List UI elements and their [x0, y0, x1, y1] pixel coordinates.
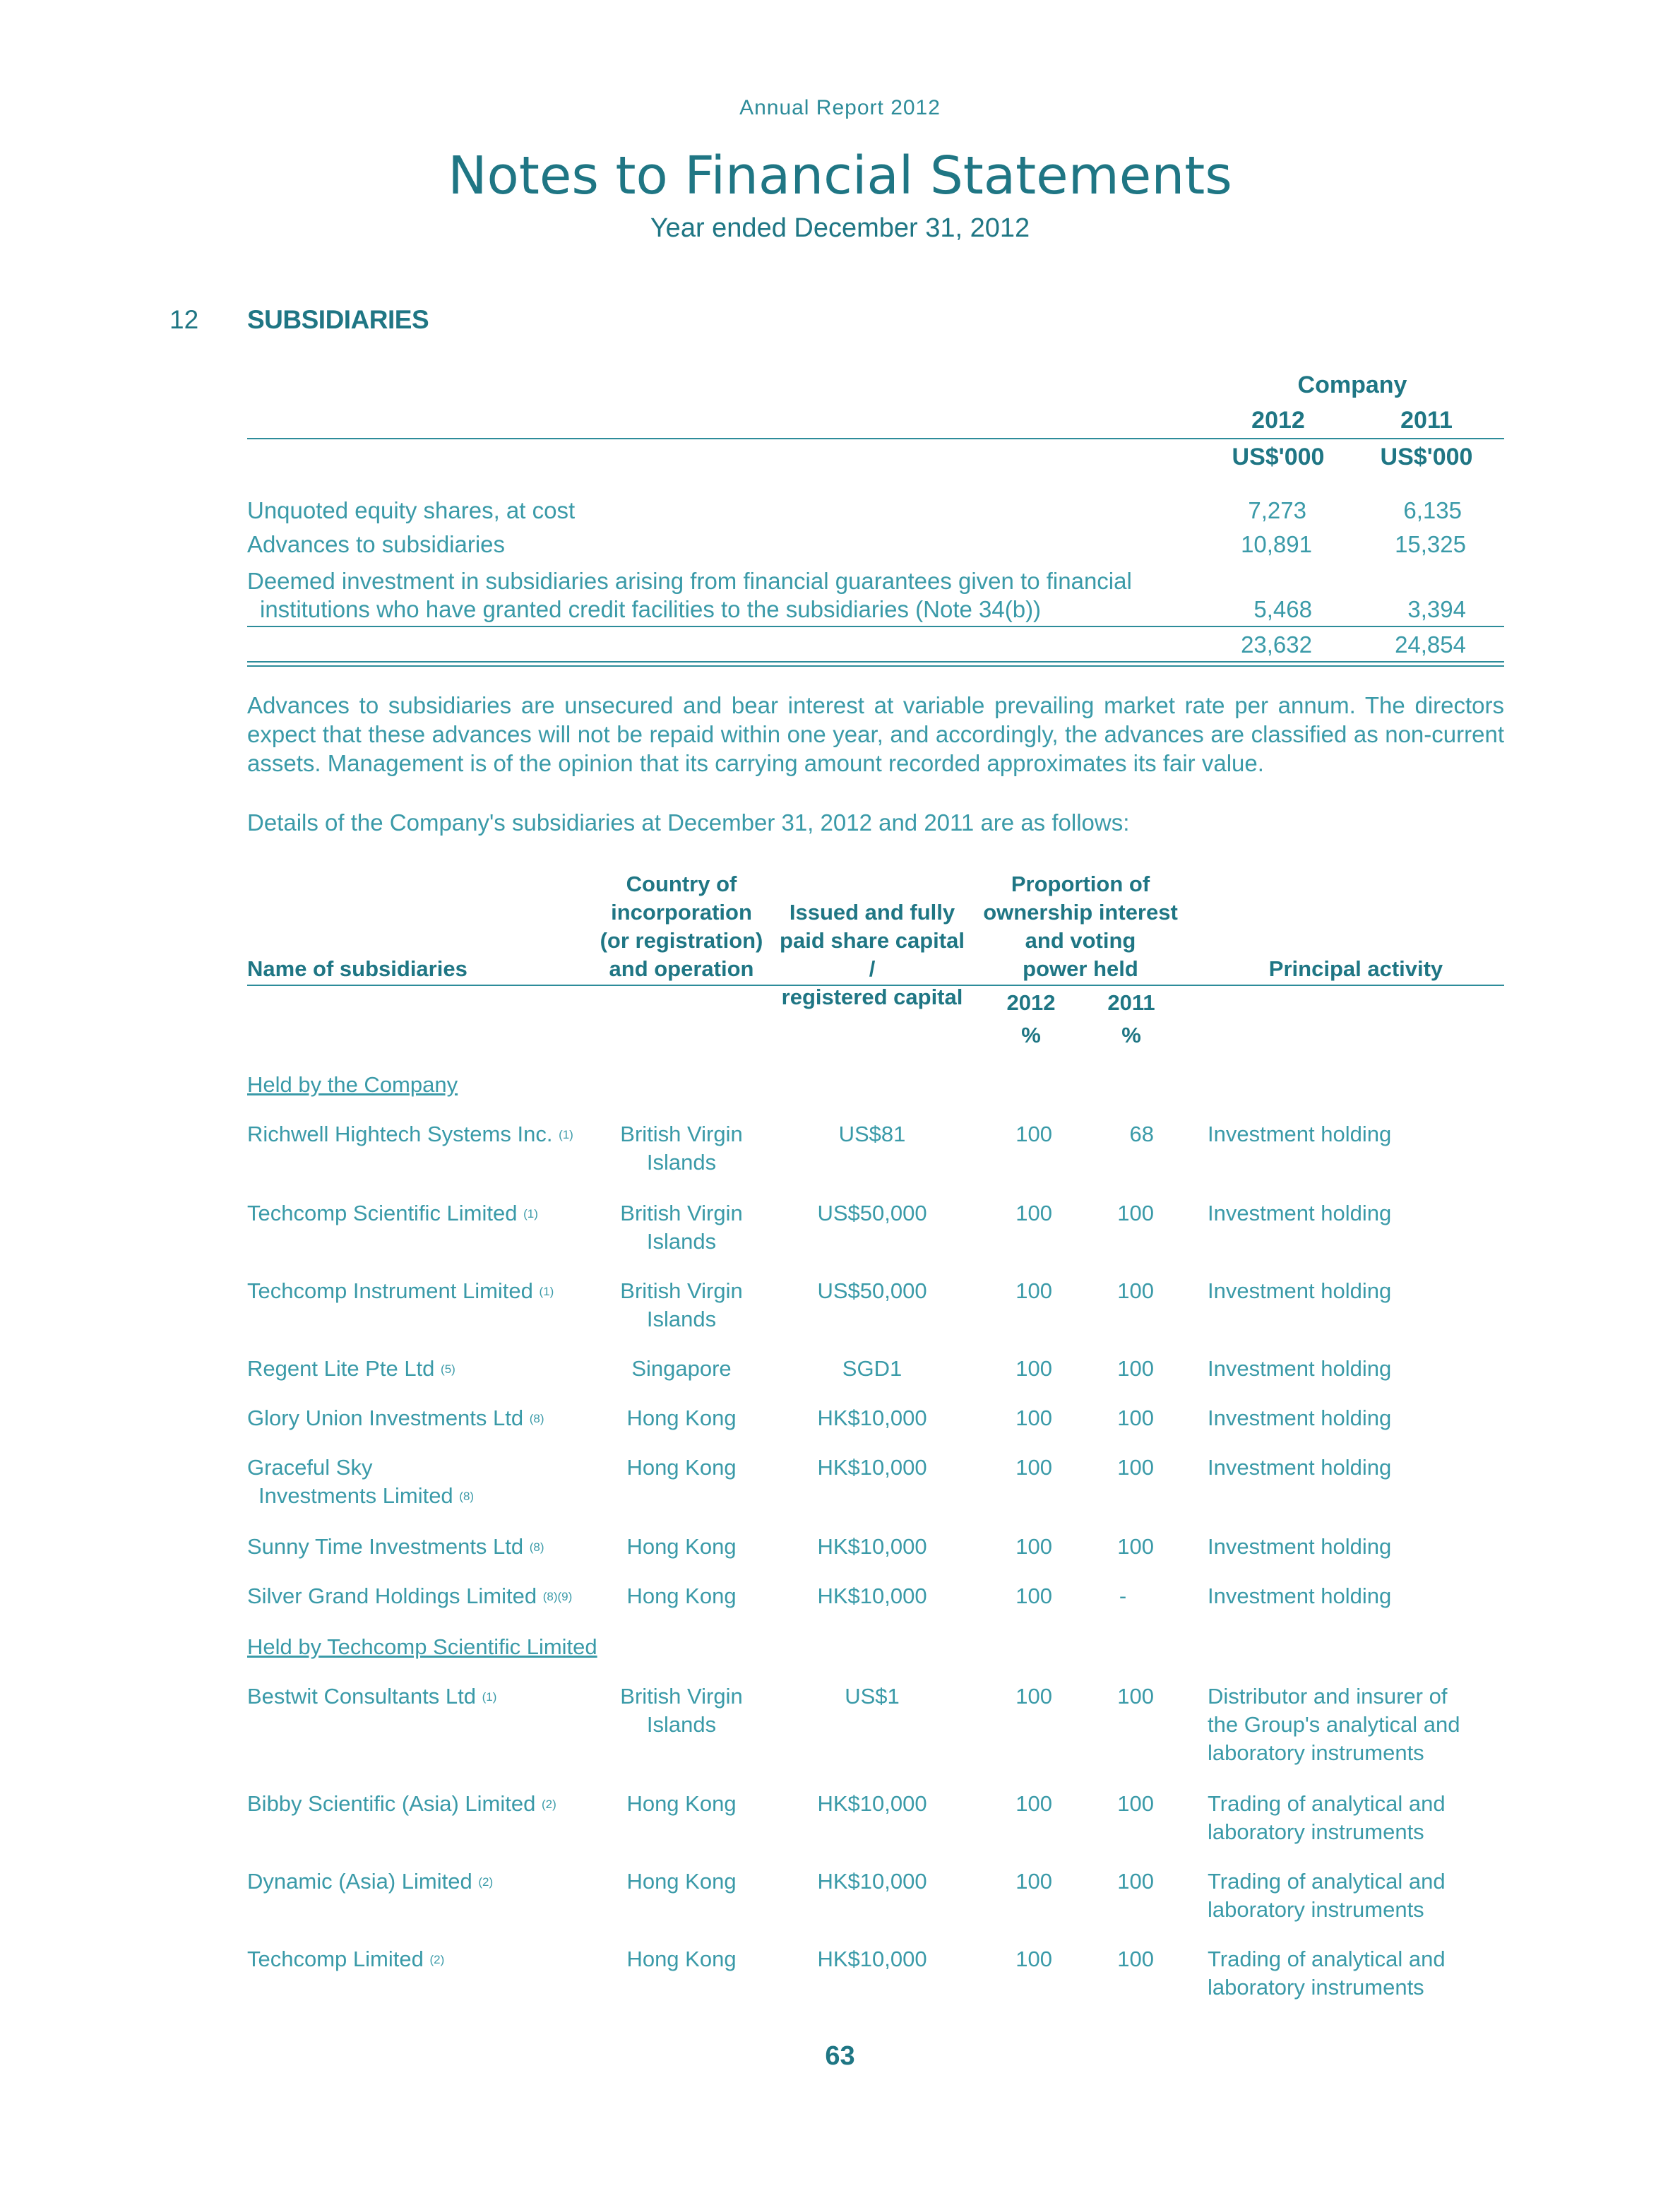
subsidiary-activity: Investment holding [1208, 1201, 1392, 1225]
row-value-advances-2012: 10,891 [1241, 531, 1312, 557]
subsidiary-activity: Investment holding [1208, 1406, 1392, 1430]
group-label-company: Held by the Company [247, 1072, 458, 1097]
subsidiary-pct-2012: 100 [1015, 1406, 1052, 1430]
subsidiary-pct-2011: 100 [1117, 1278, 1154, 1303]
row-value-equity-2012: 7,273 [1248, 497, 1306, 523]
subsidiary-capital: HK$10,000 [817, 1869, 927, 1894]
subsidiary-name: Glory Union Investments Ltd $^{(8)}$ [247, 1406, 544, 1430]
subsidiary-country: Singapore [631, 1356, 732, 1381]
subsidiary-activity: Trading of analytical and laboratory instruments [1208, 1791, 1446, 1844]
subsidiary-pct-2011: 100 [1117, 1406, 1154, 1430]
subsidiary-name: Techcomp Instrument Limited $^{(1)}$ [247, 1278, 554, 1303]
total-double-rule-top [247, 661, 1504, 663]
row-label-advances: Advances to subsidiaries [247, 531, 506, 557]
advances-paragraph: Advances to subsidiaries are unsecured and bear interest at variable prevailing market rate per annum. The directors expect that these advances will not be repaid within one year, and accordingly, the advances are classified as non-current assets. Management is of the opinion that its carrying amount recorded approximates its fair value. [247, 692, 1504, 776]
col-header-name: Name of subsidiaries [247, 956, 467, 981]
subsidiary-capital: HK$10,000 [817, 1406, 927, 1430]
subsidiary-country: Hong Kong [626, 1791, 737, 1816]
subsidiary-name: Dynamic (Asia) Limited $^{(2)}$ [247, 1869, 494, 1894]
subsidiary-pct-2011: 100 [1117, 1534, 1154, 1559]
section-title: SUBSIDIARIES [247, 305, 429, 334]
subsidiary-activity: Investment holding [1208, 1455, 1392, 1480]
unit-2012-header: US$'000 [1232, 444, 1325, 470]
subsidiary-country: Hong Kong [626, 1534, 737, 1559]
subsidiary-capital: HK$10,000 [817, 1791, 927, 1816]
col-header-proportion: Proportion of ownership interest and voting power held [983, 872, 1178, 981]
col-header-year-2012: 2012 [1006, 990, 1056, 1015]
unit-2011-header: US$'000 [1380, 444, 1473, 470]
report-label: Annual Report 2012 [739, 96, 941, 119]
subsidiary-pct-2012: 100 [1015, 1869, 1052, 1894]
subsidiary-activity: Investment holding [1208, 1584, 1392, 1608]
col-header-pct-2011: % [1121, 1023, 1141, 1047]
subsidiary-name: Techcomp Limited $^{(2)}$ [247, 1947, 445, 1971]
group-label-tsl: Held by Techcomp Scientific Limited [247, 1634, 597, 1659]
subsidiary-country: British Virgin Islands [620, 1122, 743, 1175]
subsidiary-capital: US$1 [845, 1684, 900, 1709]
subsidiary-pct-2011: 100 [1117, 1684, 1154, 1709]
col-header-activity: Principal activity [1268, 956, 1443, 981]
subsidiary-pct-2011: - [1119, 1584, 1127, 1608]
subsidiary-pct-2012: 100 [1015, 1278, 1052, 1303]
company-column-label: Company [1297, 372, 1407, 398]
subsidiary-activity: Distributor and insurer of the Group's analytical and laboratory instruments [1208, 1684, 1460, 1765]
year-2011-header: 2011 [1400, 407, 1453, 434]
section-number: 12 [169, 305, 199, 334]
page-subtitle: Year ended December 31, 2012 [650, 213, 1030, 243]
subsidiary-name: Bestwit Consultants Ltd $^{(1)}$ [247, 1684, 497, 1709]
header-rule [247, 438, 1504, 439]
row-value-equity-2011: 6,135 [1403, 497, 1462, 523]
subsidiary-pct-2011: 100 [1117, 1947, 1154, 1971]
subsidiary-country: Hong Kong [626, 1947, 737, 1971]
total-2012: 23,632 [1241, 631, 1312, 658]
subsidiary-capital: US$50,000 [817, 1201, 927, 1225]
row-value-deemed-2011: 3,394 [1407, 596, 1466, 622]
row-label-equity: Unquoted equity shares, at cost [247, 497, 576, 523]
subsidiary-name: Regent Lite Pte Ltd $^{(5)}$ [247, 1356, 455, 1381]
subsidiary-pct-2011: 100 [1117, 1356, 1154, 1381]
subsidiary-pct-2012: 100 [1015, 1201, 1052, 1225]
subsidiary-pct-2011: 100 [1117, 1201, 1154, 1225]
subsidiary-country: Hong Kong [626, 1455, 737, 1480]
subsidiary-activity: Trading of analytical and laboratory instruments [1208, 1869, 1446, 1922]
subsidiary-activity: Trading of analytical and laboratory instruments [1208, 1947, 1446, 2000]
row-value-advances-2011: 15,325 [1395, 531, 1466, 557]
subsidiary-pct-2012: 100 [1015, 1584, 1052, 1608]
subsidiary-pct-2011: 68 [1129, 1122, 1154, 1146]
total-2011: 24,854 [1395, 631, 1466, 658]
subsidiary-name: Richwell Hightech Systems Inc. $^{(1)}$ [247, 1122, 573, 1146]
subsidiary-pct-2012: 100 [1015, 1356, 1052, 1381]
subsidiary-activity: Investment holding [1208, 1278, 1392, 1303]
subsidiary-country: British Virgin Islands [620, 1278, 743, 1331]
subsidiary-name: Bibby Scientific (Asia) Limited $^{(2)}$ [247, 1791, 556, 1816]
col-header-year-2011: 2011 [1107, 990, 1155, 1015]
subsidiary-activity: Investment holding [1208, 1534, 1392, 1559]
subsidiary-name: Sunny Time Investments Ltd $^{(8)}$ [247, 1534, 544, 1559]
subsidiary-name: Graceful Sky Investments Limited $^{(8)}$ [247, 1455, 475, 1508]
details-paragraph: Details of the Company's subsidiaries at December 31, 2012 and 2011 are as follows: [247, 809, 1130, 836]
subsidiary-pct-2012: 100 [1015, 1947, 1052, 1971]
subsidiary-activity: Investment holding [1208, 1122, 1392, 1146]
subsidiary-capital: US$81 [838, 1122, 906, 1146]
subs-header-rule [247, 985, 1504, 986]
year-2012-header: 2012 [1251, 407, 1305, 434]
subsidiary-capital: HK$10,000 [817, 1455, 927, 1480]
subsidiary-capital: SGD1 [842, 1356, 902, 1381]
col-header-pct-2012: % [1021, 1023, 1041, 1047]
subsidiary-pct-2012: 100 [1015, 1455, 1052, 1480]
subsidiary-capital: HK$10,000 [817, 1947, 927, 1971]
row-label-deemed-cont: institutions who have granted credit facilities to the subsidiaries (Note 34(b)) [260, 596, 1042, 622]
col-header-capital: Issued and fully paid share capital / registered capital [780, 900, 965, 1009]
col-header-country: Country of incorporation (or registration) and operation [600, 872, 763, 981]
subsidiary-activity: Investment holding [1208, 1356, 1392, 1381]
subsidiary-pct-2012: 100 [1015, 1684, 1052, 1709]
subsidiary-capital: HK$10,000 [817, 1584, 927, 1608]
subsidiary-pct-2012: 100 [1015, 1122, 1052, 1146]
subsidiary-country: Hong Kong [626, 1584, 737, 1608]
row-label-deemed: Deemed investment in subsidiaries arising from financial guarantees given to financial [247, 568, 1132, 594]
subsidiary-capital: US$50,000 [817, 1278, 927, 1303]
subsidiary-country: Hong Kong [626, 1406, 737, 1430]
subsidiary-pct-2012: 100 [1015, 1534, 1052, 1559]
subsidiary-country: British Virgin Islands [620, 1684, 743, 1737]
subsidiary-capital: HK$10,000 [817, 1534, 927, 1559]
subsidiary-name: Silver Grand Holdings Limited $^{(8)(9)}$ [247, 1584, 573, 1608]
subsidiary-pct-2011: 100 [1117, 1869, 1154, 1894]
page-number: 63 [825, 2041, 855, 2071]
subsidiary-country: British Virgin Islands [620, 1201, 743, 1254]
subsidiary-country: Hong Kong [626, 1869, 737, 1894]
page-title: Notes to Financial Statements [448, 145, 1232, 206]
total-double-rule-bottom [247, 665, 1504, 667]
subsidiary-pct-2011: 100 [1117, 1791, 1154, 1816]
subsidiary-name: Techcomp Scientific Limited $^{(1)}$ [247, 1201, 538, 1225]
subsidiary-pct-2012: 100 [1015, 1791, 1052, 1816]
subtotal-rule [247, 626, 1504, 627]
subsidiary-pct-2011: 100 [1117, 1455, 1154, 1480]
row-value-deemed-2012: 5,468 [1253, 596, 1312, 622]
